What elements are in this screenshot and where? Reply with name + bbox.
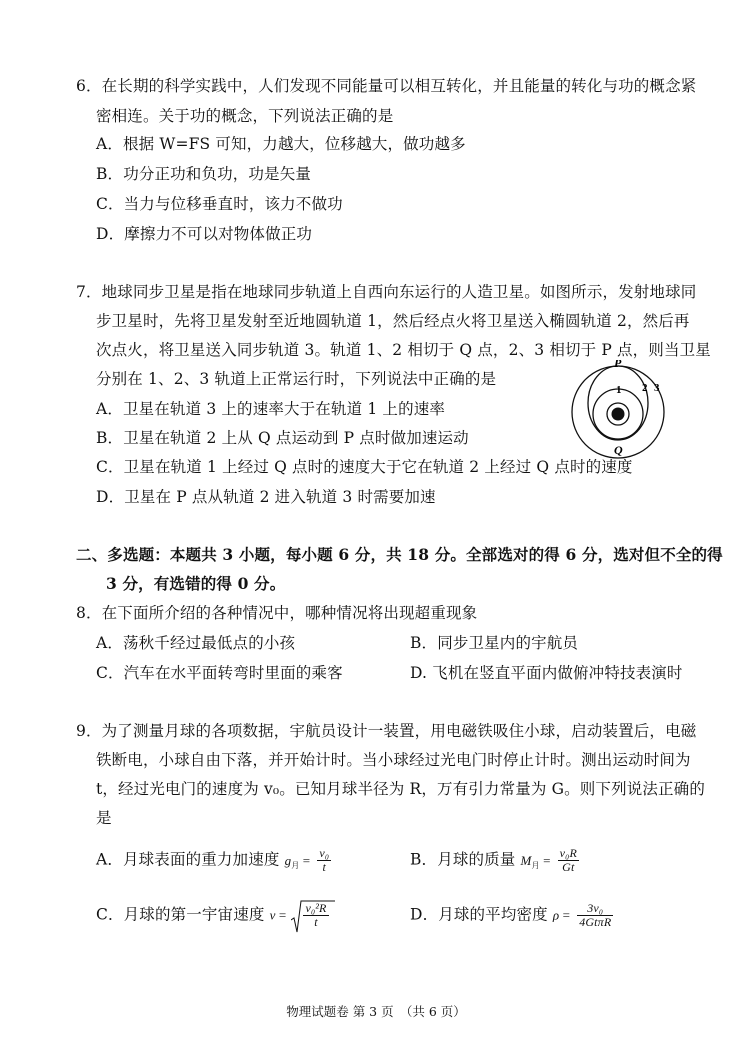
label-p: P — [614, 360, 622, 370]
q9-option-b-lhs: $M_月$ = — [520, 852, 551, 870]
section2-heading-line1: 二、多选题：本题共 3 小题，每小题 6 分，共 18 分。全部选对的得 6 分，选对但不全的得 — [76, 545, 723, 564]
q7-option-c: C．卫星在轨道 1 上经过 Q 点时的速度大于它在轨道 2 上经过 Q 点时的速度 — [96, 458, 633, 476]
q8-option-b: B．同步卫星内的宇航员 — [410, 634, 579, 652]
orbit-diagram — [568, 360, 692, 460]
label-orbit-1: 1 — [616, 384, 622, 396]
label-orbit-2: 2 — [642, 382, 648, 394]
page-footer: 物理试题卷 第 3 页 （共 6 页） — [286, 1004, 466, 1019]
q7-stem-line3: 次点火，将卫星送入同步轨道 3。轨道 1、2 相切于 Q 点，2、3 相切于 P 点，则当卫星 — [96, 341, 711, 359]
q9-option-c-lhs: v = — [269, 907, 287, 923]
q7-option-a: A．卫星在轨道 3 上的速率大于在轨道 1 上的速率 — [96, 400, 446, 418]
q9-option-b-text: B．月球的质量 — [410, 850, 516, 869]
q7-stem-line2: 步卫星时，先将卫星发射至近地圆轨道 1，然后经点火将卫星送入椭圆轨道 2，然后再 — [96, 312, 690, 330]
q6-option-b: B．功分正功和负功，功是矢量 — [96, 165, 311, 183]
q9-option-a-lhs: $g_月$ = — [284, 852, 311, 870]
q6-option-c: C．当力与位移垂直时，该力不做功 — [96, 195, 343, 213]
sqrt-sign-icon — [291, 900, 335, 936]
q9-option-d-text: D．月球的平均密度 — [410, 905, 548, 924]
q7-option-d: D．卫星在 P 点从轨道 2 进入轨道 3 时需要加速 — [96, 488, 436, 506]
q9-stem-line2: 铁断电，小球自由下落，并开始计时。当小球经过光电门时停止计时。测出运动时间为 — [96, 751, 691, 769]
q9-option-d-lhs: ρ = — [552, 907, 571, 923]
q8-option-a: A．荡秋千经过最低点的小孩 — [96, 634, 296, 652]
earth-core — [612, 408, 625, 421]
q9-option-c-text: C．月球的第一宇宙速度 — [96, 905, 265, 924]
label-orbit-3: 3 — [654, 382, 660, 394]
q7-stem-line4: 分别在 1、2、3 轨道上正常运行时，下列说法中正确的是 — [96, 370, 497, 388]
q7-option-b: B．卫星在轨道 2 上从 Q 点运动到 P 点时做加速运动 — [96, 429, 469, 447]
q9-option-b-fraction: $\frac{\text{v₀R}}{Gt}$ — [559, 846, 577, 874]
q9-stem-line3: t，经过光电门的速度为 v₀。已知月球半径为 R，万有引力常量为 G。则下列说法正确的 — [96, 780, 705, 798]
q6-stem-line1: 6．在长期的科学实践中，人们发现不同能量可以相互转化，并且能量的转化与功的概念紧 — [76, 77, 697, 95]
q9-option-d — [410, 902, 615, 929]
q6-stem-line2: 密相连。关于功的概念，下列说法正确的是 — [96, 107, 394, 125]
q9-option-d-fraction: $\frac{\text{3v₀}}{\text{4GtπR}}$ — [579, 901, 612, 929]
q9-option-b — [410, 847, 581, 876]
section2-heading-line2: 3 分，有选错的得 0 分。 — [106, 574, 286, 593]
q6-option-a: A．根据 W=FS 可知，力越大，位移越大，做功越多 — [96, 135, 466, 153]
label-q: Q — [614, 443, 623, 457]
q9-option-a-text: A．月球表面的重力加速度 — [96, 850, 280, 869]
q7-stem-line1: 7．地球同步卫星是指在地球同步轨道上自西向东运行的人造卫星。如图所示，发射地球同 — [76, 283, 697, 301]
q8-option-c: C．汽车在水平面转弯时里面的乘客 — [96, 664, 343, 682]
q9-stem-line1: 9．为了测量月球的各项数据，宇航员设计一装置，用电磁铁吸住小球，启动装置后，电磁 — [76, 722, 697, 740]
q6-option-d: D．摩擦力不可以对物体做正功 — [96, 225, 313, 243]
q8-option-d: D. 飞机在竖直平面内做俯冲特技表演时 — [410, 664, 683, 682]
q9-option-a-fraction: $\frac{\text{v₀}}{t}$ — [319, 846, 330, 874]
q9-option-a — [96, 847, 333, 876]
q9-stem-line4: 是 — [96, 809, 112, 827]
q8-stem: 8．在下面所介绍的各种情况中，哪种情况将出现超重现象 — [76, 604, 478, 622]
q9-option-c-fraction: $\frac{\text{v₀²R}}{t}$ — [305, 901, 327, 929]
q9-option-c-sqrt — [291, 902, 330, 929]
q9-option-c — [96, 902, 331, 929]
